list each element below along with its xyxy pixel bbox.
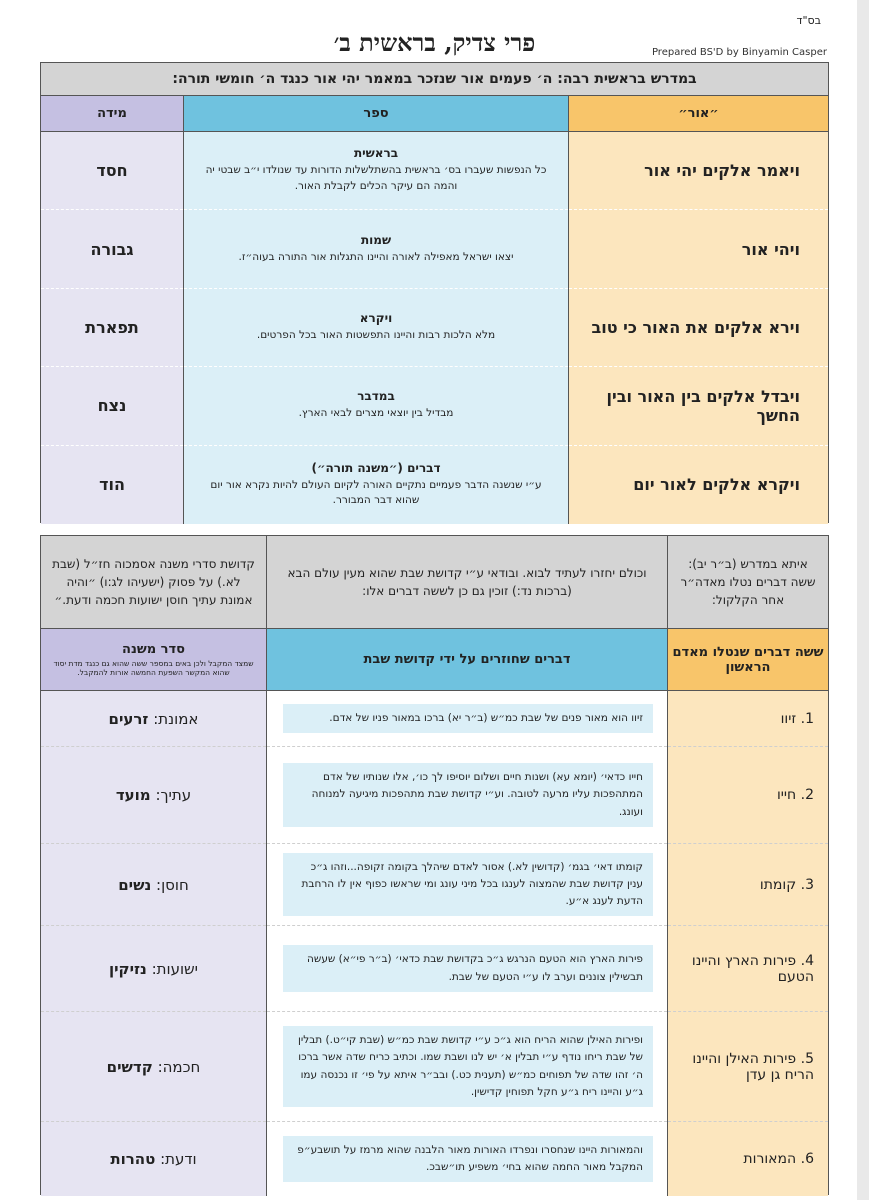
- sefer-desc: יצאו ישראל מאפילה לאורה והיינו התגלות אור התורה בעוה״ז.: [238, 250, 514, 263]
- mida-cell: הוד: [99, 475, 125, 495]
- sefer-name: בראשית: [353, 146, 399, 161]
- lost-cell: 4. פירות הארץ והיינו הטעם: [668, 926, 828, 1012]
- col-header-lost: ששה דברים שנטלו מאדם הראשון: [668, 629, 828, 690]
- lost-cell: 2. חייו: [668, 747, 828, 844]
- seder-header-note: שמצד המקבל ולכן באים במספר ששה שהוא גם כנגד מדת יסוד שהוא המקשר השפעת החמשה אורות להמקבל.: [53, 658, 254, 677]
- intro-shabbat: וכולם יחזרו לעתיד לבוא. ובודאי ע״י קדושת שבת שהוא מעין עולם הבא (ברכות נד:) זוכין גם כן לששה דברים אלו:: [266, 536, 668, 628]
- seder-cell: [41, 691, 266, 747]
- table2-header-row: [41, 629, 828, 691]
- credit-line: Prepared BS'D by Binyamin Casper: [651, 47, 827, 58]
- mida-cell: תפארת: [41, 289, 183, 367]
- ohr-cell: ויאמר אלקים יהי אור: [569, 132, 828, 210]
- seder-name: מועד: [115, 786, 151, 804]
- trait-word: אמונת:: [153, 709, 199, 728]
- shabbat-text: קומתו דאי׳ בגמ׳ (קדושין לא.) אסור לאדם שיהלך בקומה זקופה...וזהו ג״כ ענין קדושת שבת שהמצוה לענגו בכל מיני עונג ומי שראשו כפוף אין לו הרחבת הדעת לענג א״ע.: [283, 853, 653, 917]
- seder-name: זרעים: [108, 709, 149, 728]
- ohr-cell: ויבדל אלקים בין האור ובין החשך: [569, 367, 828, 445]
- ohr-cell: ויהי אור: [569, 210, 828, 288]
- shabbat-column: [266, 691, 668, 1196]
- trait-word: עתיך:: [155, 786, 192, 804]
- col-header-seder: [41, 629, 266, 690]
- shabbat-text: פירות הארץ הוא הטעם הנרגש ג״כ בקדושת שבת כדאי׳ (ב״ר פי״א) שעשה תבשילין צוננים וערב לו ע״י הטעם של שבת.: [283, 945, 653, 992]
- shabbat-cell: [267, 1012, 667, 1122]
- ohr-column: [569, 132, 828, 524]
- col-header-ohr: ״אור״: [569, 96, 828, 131]
- shabbat-text: חייו כדאי׳ (יומא עא) ושנות חיים ושלום יוסיפו לך כו׳, אלו שנותיו של אדם המתהפכות עליו מרעה לטובה. וע״י קדושת שבת מתהפכות מיגיעה למנוחה ועונג.: [283, 763, 653, 827]
- seder-cell: [41, 1122, 266, 1196]
- lost-cell: 3. קומתו: [668, 844, 828, 926]
- shabbat-cell: [267, 1122, 667, 1196]
- sefer-name: שמות: [360, 232, 392, 247]
- sefer-column: [183, 132, 569, 524]
- col-header-mida: מידה: [41, 96, 183, 131]
- six-things-table: [40, 535, 829, 1195]
- sefer-cell: [184, 210, 568, 288]
- seder-cell: [41, 926, 266, 1012]
- lost-cell: 1. זיוו: [668, 691, 828, 747]
- seder-cell: [41, 747, 266, 844]
- sefer-desc: כל הנפשות שעברו בס׳ בראשית בהשתלשלות הדורות עד שנולדו י״ב שבטי יה והמה הם עיקר הכלים לקבלת האור.: [205, 164, 547, 193]
- table1-header-row: [41, 96, 828, 132]
- intro-midrash: איתא במדרש (ב״ר יב): ששה דברים נטלו מאדה״ר אחר הקלקול:: [680, 557, 816, 607]
- intro-mishna: קדושת סדרי משנה אסמכוה חז״ל (שבת לא.) על פסוק (ישעיהו לג:ו) ״והיה אמונת עתיך חוסן ישועות חכמה ודעת.״: [52, 557, 255, 607]
- page-title: פרי צדיק, בראשית ב׳: [333, 28, 536, 57]
- seder-header-label: סדר משנה: [122, 641, 185, 657]
- ohr-cell: וירא אלקים את האור כי טוב: [569, 289, 828, 367]
- sefer-cell: [184, 446, 568, 524]
- ohr-cell: ויקרא אלקים לאור יום: [633, 475, 800, 495]
- table2-intro-row: [41, 536, 828, 629]
- mida-column: [41, 132, 183, 524]
- table1-heading: במדרש בראשית רבה: ה׳ פעמים אור שנזכר במאמר יהי אור כנגד ה׳ חומשי תורה:: [41, 63, 828, 96]
- lost-cell: 6. המאורות: [743, 1151, 814, 1167]
- seder-column: [41, 691, 266, 1196]
- seder-cell: [41, 844, 266, 926]
- shabbat-cell: [267, 747, 667, 844]
- sefer-name: במדבר: [357, 389, 395, 404]
- shabbat-cell: [267, 691, 667, 747]
- seder-name: טהרות: [110, 1150, 156, 1168]
- col-header-sefer: ספר: [183, 96, 569, 131]
- lost-column: [668, 691, 828, 1196]
- trait-word: חוסן:: [156, 875, 189, 894]
- seder-name: נזיקין: [108, 959, 147, 978]
- trait-word: חכמה:: [157, 1057, 201, 1076]
- shabbat-cell: [267, 926, 667, 1012]
- page-edge: [857, 0, 869, 1200]
- mida-cell: נצח: [41, 367, 183, 445]
- shabbat-cell: [267, 844, 667, 926]
- sefer-cell: [184, 132, 568, 210]
- sefer-cell: [184, 367, 568, 445]
- seder-name: נשים: [118, 875, 152, 894]
- trait-word: ודעת:: [160, 1150, 197, 1168]
- five-lights-table: [40, 62, 829, 523]
- seder-cell: [41, 1012, 266, 1122]
- seder-name: קדשים: [106, 1057, 153, 1076]
- mida-cell: גבורה: [41, 210, 183, 288]
- bsd-mark: בס"ד: [796, 14, 821, 27]
- sefer-desc: מלא הלכות רבות והיינו התפשטות האור בכל הפרטים.: [256, 329, 496, 342]
- sefer-name: דברים (״משנה תורה״): [311, 460, 441, 475]
- sefer-name: ויקרא: [359, 311, 393, 326]
- col-header-shabbat: דברים שחוזרים על ידי קדושת שבת: [266, 629, 668, 690]
- shabbat-text: זיוו הוא מאור פנים של שבת כמ״ש (ב״ר יא) ברכו במאור פניו של אדם.: [283, 704, 653, 733]
- sefer-desc: מבדיל בין יוצאי מצרים לבאי הארץ.: [298, 407, 454, 420]
- sefer-cell: [184, 289, 568, 367]
- sefer-desc: ע״י שנשנה הדבר פעמיים נתקיים האורה לקיום העולם להיות נקרא אור יום שהוא דבר המבורר.: [210, 478, 542, 507]
- shabbat-text: והמאורות היינו שנחסרו ונפרדו האורות מאור הלבנה שהוא מרמז על תושבע״פ המקבל מאור החמה שהוא בחי׳ משפיע תו״שבכ.: [283, 1136, 653, 1183]
- trait-word: ישועות:: [151, 959, 199, 978]
- mida-cell: חסד: [41, 132, 183, 210]
- lost-cell: 5. פירות האילן והיינו הריח גן עדן: [668, 1012, 828, 1122]
- shabbat-text: ופירות האילן שהוא הריח הוא ג״כ ע״י קדושת שבת כמ״ש (שבת קי״ט.) תבלין של שבת ריחו נודף ע״י תבלין א׳ יש לנו ושבת שמו. וכתיב כריח שדה אשר ברכו ה׳ זהו שדה של תפוחים כמ״ש (תענית כט.) ובב״ר איתא על פי׳ זו נכנסה עמו ג״ע והיינו ריח ג״ע חקל תפוחין קדישין.: [283, 1026, 653, 1107]
